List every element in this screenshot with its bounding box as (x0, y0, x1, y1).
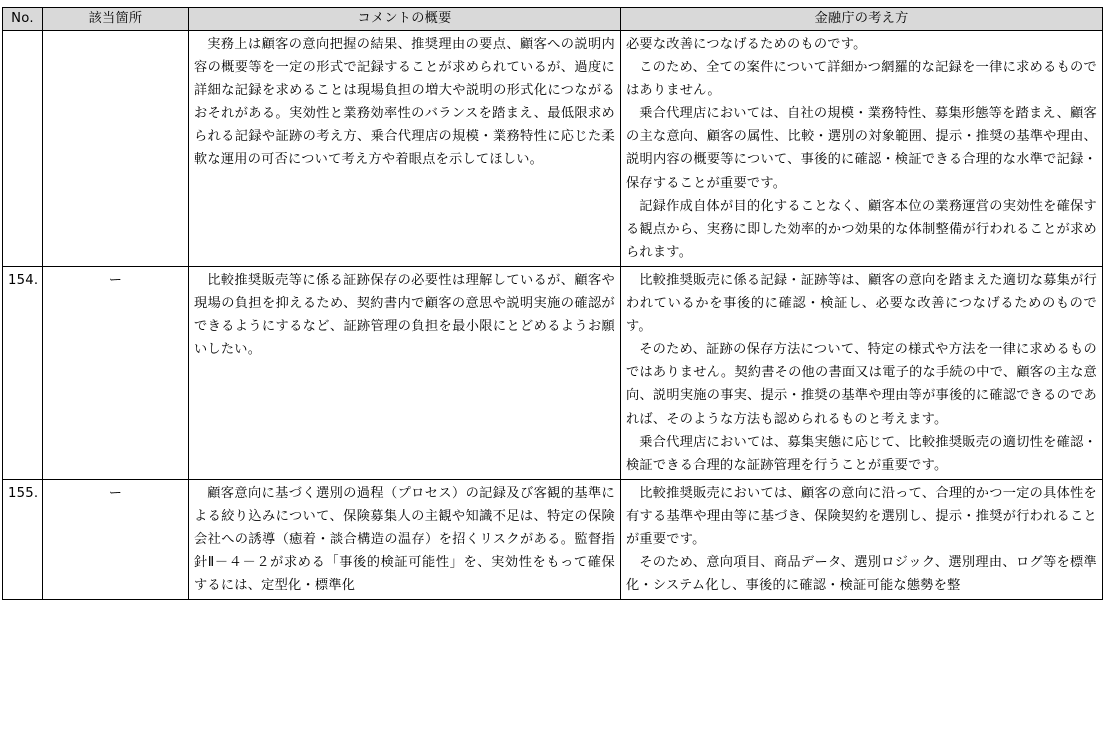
header-comment: コメントの概要 (189, 8, 621, 31)
fsa-paragraph: そのため、意向項目、商品データ、選別ロジック、選別理由、ログ等を標準化・システム化し、事後的に確認・検証可能な態勢を整 (626, 555, 1097, 594)
comment-paragraph: 実務上は顧客の意向把握の結果、推奨理由の要点、顧客への説明内容の概要等を一定の形式で記録することが求められているが、過度に詳細な記録を求めることは現場負担の増大や説明の形式化につながるおそれがある。実効性と業務効率性のバランスを踏まえ、最低限求められる記録や証跡の考え方、乗合代理店の規模・業務特性に応じた柔軟な運用の可否について考え方や着眼点を示してほしい。 (194, 37, 615, 168)
fsa-paragraph: 記録作成自体が目的化することなく、顧客本位の業務運営の実効性を確保する観点から、実務に即した効率的かつ効果的な体制整備が行われることが求められます。 (626, 198, 1097, 260)
row-place (43, 31, 189, 267)
header-place: 該当箇所 (43, 8, 189, 31)
fsa-paragraph: このため、全ての案件について詳細かつ網羅的な記録を一律に求めるものではありません。 (626, 60, 1097, 99)
row-fsa (621, 266, 1103, 479)
row-comment (189, 31, 621, 267)
row-place: ー (43, 479, 189, 599)
table-row (3, 266, 1103, 479)
row-no: 155. (3, 479, 43, 599)
table-row (3, 31, 1103, 267)
row-place: ー (43, 266, 189, 479)
row-comment (189, 266, 621, 479)
fsa-paragraph: 必要な改善につなげるためのものです。 (626, 37, 867, 52)
row-no: 154. (3, 266, 43, 479)
fsa-paragraph: 比較推奨販売においては、顧客の意向に沿って、合理的かつ一定の具体性を有する基準や理由等に基づき、保険契約を選別し、提示・推奨が行われることが重要です。 (626, 485, 1097, 547)
fsa-paragraph: 比較推奨販売に係る記録・証跡等は、顧客の意向を踏まえた適切な募集が行われているかを事後的に確認・検証し、必要な改善につなげるためのものです。 (626, 272, 1097, 335)
fsa-paragraph: 乗合代理店においては、募集実態に応じて、比較推奨販売の適切性を確認・検証できる合理的な証跡管理を行うことが重要です。 (626, 434, 1097, 473)
row-fsa (621, 31, 1103, 267)
fsa-paragraph: 乗合代理店においては、自社の規模・業務特性、募集形態等を踏まえ、顧客の主な意向、顧客の属性、比較・選別の対象範囲、提示・推奨の基準や理由、説明内容の概要等について、事後的に確認・検証できる合理的な水準で記録・保存することが重要です。 (626, 106, 1097, 191)
comment-paragraph: 顧客意向に基づく選別の過程（プロセス）の記録及び客観的基準による絞り込みについて、保険募集人の主観や知識不足は、特定の保険会社への誘導（癒着・談合構造の温存）を招くリスクがある。監督指針Ⅱ－４－２が求める「事後的検証可能性」を、実効性をもって確保するには、定型化・標準化 (194, 485, 615, 594)
fsa-paragraph: そのため、証跡の保存方法について、特定の様式や方法を一律に求めるものではありません。契約書その他の書面又は電子的な手続の中で、顧客の主な意向、説明実施の事実、提示・推奨の基準や理由等が事後的に確認できるのであれば、そのような方法も認められるものと考えます。 (626, 342, 1097, 427)
table-row (3, 479, 1103, 599)
comment-paragraph: 比較推奨販売等に係る証跡保存の必要性は理解しているが、顧客や現場の負担を抑えるため、契約書内で顧客の意思や説明実施の確認ができるようにするなど、証跡管理の負担を最小限にとどめるようお願いしたい。 (194, 272, 615, 358)
comments-table (2, 7, 1103, 600)
row-comment (189, 479, 621, 599)
table-header-row (3, 8, 1103, 31)
row-fsa (621, 479, 1103, 599)
header-fsa: 金融庁の考え方 (621, 8, 1103, 31)
row-no (3, 31, 43, 267)
header-no: No. (3, 8, 43, 31)
